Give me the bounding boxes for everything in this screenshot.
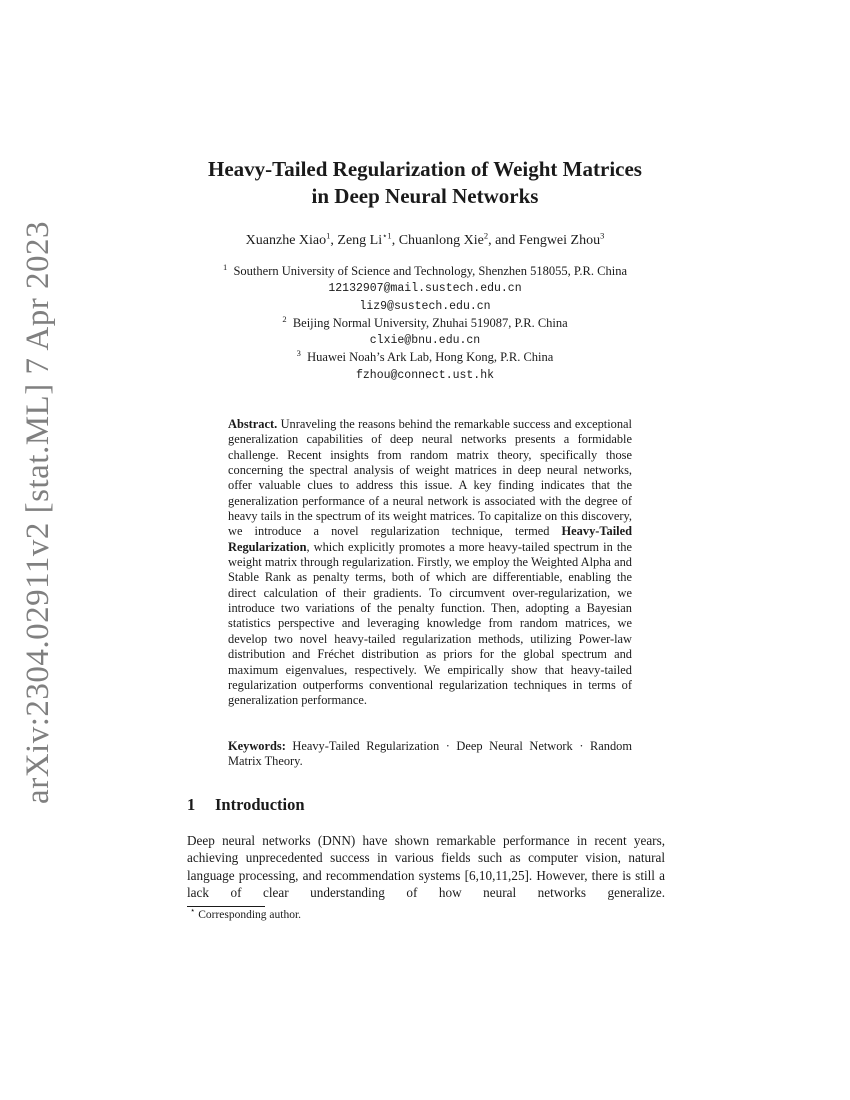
introduction-paragraph: Deep neural networks (DNN) have shown remarkable performance in recent years, achieving unprecedented success in various fields such as computer vision, natural language processing, and recommendation systems [6,10,11,25]. However, there is still a lack of clear understanding of how neural networks generalize.	[187, 833, 665, 901]
affiliation-mark: 1	[222, 261, 228, 272]
paper-title-line-2: in Deep Neural Networks	[311, 184, 539, 208]
paper-title-line-1: Heavy-Tailed Regularization of Weight Matrices	[208, 157, 642, 181]
email-address: 12132907@mail.sustech.edu.cn	[328, 282, 522, 296]
email-address: clxie@bnu.edu.cn	[369, 334, 481, 348]
paper-title	[150, 156, 700, 210]
abstract-text-continued: , which explicitly promotes a more heavy-tailed spectrum in the weight matrix through regularization. Firstly, we employ the Weighted Alpha and Stable Rank as penalty terms, both of which are differentiable, enabling the direct calculation of their gradients. To circumvent over-regularization, we introduce two variations of the penalty function. Then, adopting a Bayesian statistics perspective and leveraging knowledge from random matrices, we develop two novel heavy-tailed regularization methods, utilizing Power-law distribution and Fréchet distribution as priors for the global spectrum and maximum eigenvalues, respectively. We empirically show that heavy-tailed regularization outperforms conventional regularization techniques in terms of generalization performance.	[228, 539, 632, 708]
affiliation-mark: 2	[282, 313, 287, 324]
author-separator: ,	[391, 233, 399, 248]
author-mark: 1	[326, 230, 331, 241]
arxiv-identifier: arXiv:2304.02911v2 [stat.ML] 7 Apr 2023	[19, 220, 56, 804]
author-name: Fengwei Zhou	[518, 233, 601, 248]
affiliation-text: Beijing Normal University, Zhuhai 519087, P.R. China	[292, 315, 568, 330]
footnote-divider	[187, 906, 265, 907]
author-name: Zeng Li	[337, 233, 383, 248]
footnote-text: Corresponding author.	[198, 909, 302, 921]
abstract-label: Abstract.	[228, 417, 278, 431]
author-mark: 3	[600, 230, 605, 241]
abstract-text: Unraveling the reasons behind the remarkable success and exceptional generalization capabilities of deep neural networks presents a formidable challenge. Recent insights from random matrix theory, specifically those concerning the spectral analysis of weight matrices in deep neural networks, offer valuable clues to address this issue. A key finding indicates that the generalization performance of a neural network is associated with the degree of heavy tails in the spectrum of its weight matrices. To capitalize on this discovery, we introduce a novel regularization technique, termed	[228, 417, 632, 539]
section-title: Introduction	[215, 795, 305, 814]
affiliation-text: Huawei Noah’s Ark Lab, Hong Kong, P.R. China	[307, 350, 554, 365]
keywords	[228, 739, 632, 770]
affiliation-3	[150, 349, 700, 366]
affiliation-mark: 3	[296, 348, 301, 359]
author-separator: ,	[330, 233, 338, 248]
abstract-bold-term: Heavy-Tailed Regularization	[228, 524, 632, 554]
footnote-mark: ⋆	[190, 905, 196, 916]
section-heading	[187, 795, 305, 815]
author-mark: ⋆1	[382, 230, 392, 241]
author-mark: 2	[483, 230, 489, 241]
section-number: 1	[187, 795, 196, 814]
affiliation-2	[150, 315, 700, 332]
footnote	[190, 905, 302, 921]
keywords-label: Keywords:	[228, 739, 286, 753]
abstract	[228, 417, 632, 709]
email-address: fzhou@connect.ust.hk	[355, 368, 495, 382]
author-separator: , and	[488, 233, 519, 248]
affiliation-1	[150, 263, 700, 280]
affiliation-text: Southern University of Science and Technology, Shenzhen 518055, P.R. China	[233, 264, 627, 278]
author-list	[150, 230, 700, 249]
author-name: Chuanlong Xie	[398, 233, 484, 248]
author-name: Xuanzhe Xiao	[245, 233, 327, 248]
affiliations	[150, 263, 700, 384]
email-address: liz9@sustech.edu.cn	[359, 299, 491, 313]
keywords-text: Heavy-Tailed Regularization · Deep Neural Network · Random Matrix Theory.	[228, 739, 632, 769]
